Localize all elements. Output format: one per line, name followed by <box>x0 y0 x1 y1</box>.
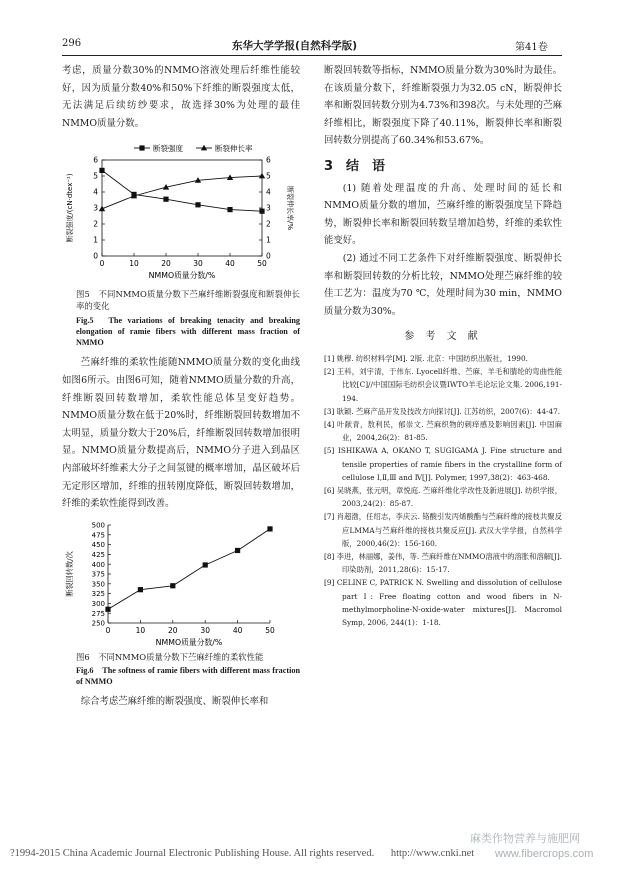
reference-item: [7] 肖超渤，任绍志，李庆云. 铬酸引发丙烯酸酯与苎麻纤维的接枝共聚反应LMMA与苎麻纤维的接枝共聚反应[J]. 武汉大学学报，自然科学版，2000,46(2)：156-160. <box>324 512 562 548</box>
series-line <box>102 176 262 209</box>
reference-item: [9] CELINE C, PATRICK N. Swelling and dissolution of cellulose part Ⅰ: Free floating cotton and wood fibers in N-methylmorpholine-N-oxide-water mixtures[J]. Macromol Symp, 2006, 244(1)：1-18. <box>324 578 562 627</box>
y-right-tick-label: 5 <box>266 171 271 181</box>
x-axis-label: NMMO质量分数/% <box>155 637 223 647</box>
watermark-text: 麻类作物营养与施肥网 <box>470 832 580 845</box>
paragraph: 综合考虑苎麻纤维的断裂强度、断裂伸长率和 <box>80 695 269 707</box>
y-right-tick-label: 4 <box>266 187 271 197</box>
data-point <box>138 587 143 592</box>
y-left-tick-label: 4 <box>93 187 98 197</box>
x-tick-label: 20 <box>161 259 171 269</box>
copyright-text: ?1994-2015 China Academic Journal Electronic Publishing House. All rights reserved. <box>10 848 375 859</box>
data-point <box>227 207 232 212</box>
x-tick-label: 50 <box>257 259 267 269</box>
reference-item: [3] 耿颖. 苎麻产品开发及技改方向探讨[J]. 江苏纺织，2007(6)：44-47. <box>324 406 561 416</box>
y-tick-label: 425 <box>91 550 105 559</box>
x-tick-label: 30 <box>200 625 210 635</box>
reference-item: [8] 李进，林丽娜，姜伟，等. 苎麻纤维在NMMO溶液中的溶胀和溶解[J]. 印染助剂，2011,28(6)：15-17. <box>324 551 562 575</box>
figure-5-chart <box>62 138 300 288</box>
x-tick-label: 0 <box>105 625 111 635</box>
volume-label: 第41卷 <box>515 42 548 53</box>
series-line <box>108 529 270 609</box>
data-point <box>259 173 265 179</box>
figure-5-caption-en: Fig.5 The variations of breaking tenacity and breaking elongation of ramie fibers with different mass fraction of NMMO <box>76 316 300 348</box>
conclusion-item: (2) 通过不同工艺条件下对纤维断裂强度、断裂伸长率和断裂回转数的分析比较，NMMO处理苎麻纤维的较佳工艺为：温度为70 ℃，处理时间为30 min，NMMO质量分数为30%。 <box>324 252 562 317</box>
y-left-tick-label: 6 <box>93 155 98 165</box>
paragraph: 苎麻纤维的柔软性能随NMMO质量分数的变化曲线如图6所示。由图6可知，随着NMMO质量分数的升高，纤维断裂回转数增加，柔软性能总体呈变好趋势。NMMO质量分数在低于20%时，纤维断裂回转数增加不太明显，质量分数大于20%后，纤维断裂回转数增加很明显。NMMO质量分数提高后，NMMO分子进入到晶区内部破坏纤维素大分子之间氢键的概率增加，晶区破坏后无定形区增加，纤维的扭转刚度降低，断裂回转数增加，纤维的柔软性能得到改善。 <box>62 357 300 510</box>
y-tick-label: 300 <box>91 599 105 608</box>
y-right-tick-label: 2 <box>266 219 271 229</box>
x-tick-label: 10 <box>135 625 146 635</box>
x-tick-label: 50 <box>265 625 275 635</box>
data-point <box>259 209 264 214</box>
figure-6-caption-cn: 图6 不同NMMO质量分数下苎麻纤维的柔软性能 <box>76 651 264 662</box>
data-point <box>267 526 272 531</box>
y-tick-label: 450 <box>91 540 105 549</box>
y-right-tick-label: 1 <box>266 235 271 245</box>
footer-url[interactable]: http://www.cnki.net <box>390 848 475 859</box>
y-tick-label: 475 <box>91 531 105 540</box>
y-left-axis-label: 断裂强度/(cN·dtex⁻¹) <box>66 173 74 243</box>
left-column <box>62 62 300 710</box>
data-point <box>163 197 168 202</box>
y-tick-label: 350 <box>91 580 105 589</box>
y-tick-label: 275 <box>91 609 105 618</box>
watermark-url: www.fibercrops.com <box>495 848 594 860</box>
y-tick-label: 250 <box>91 619 105 628</box>
right-column <box>324 62 562 629</box>
y-right-tick-label: 6 <box>266 155 271 165</box>
paragraph: 考虑，质量分数30%的NMMO溶液处理后纤维性能较好，因为质量分数40%和50%下纤维的断裂强度太低，无法满足后续纺纱要求，故选择30%为处理的最佳NMMO质量分数。 <box>62 65 300 129</box>
section-title: 3 结 语 <box>324 158 386 174</box>
y-left-tick-label: 5 <box>93 171 98 181</box>
paragraph: 断裂回转数等指标，NMMO质量分数为30%时为最佳。在该质量分数下，纤维断裂强力为32.05 cN，断裂伸长率和断裂回转数分别为4.73%和398次。与未处理的苎麻纤维相比，断裂强度下降了40.11%，断裂伸长率和断裂回转数分别提高了60.34%和53.67%。 <box>324 65 562 147</box>
figure-6-chart <box>62 519 300 649</box>
legend-label: 断裂伸长率 <box>215 144 253 154</box>
y-right-axis-label: 断裂伸长率/% <box>286 186 294 231</box>
reference-item: [1] 姚穆. 纺织材料学[M]. 2版. 北京：中国纺织出版社，1990. <box>324 353 528 363</box>
y-tick-label: 400 <box>91 560 105 569</box>
data-point <box>170 583 175 588</box>
y-axis-label: 断裂回转数/次 <box>65 550 74 597</box>
legend-marker <box>139 146 144 151</box>
y-left-tick-label: 0 <box>93 251 98 261</box>
x-axis-label: NMMO质量分数/% <box>148 271 216 281</box>
reference-item: [5] ISHIKAWA A, OKANO T, SUGIGAMA J. Fine structure and tensile properties of ramie fibers in the crystalline form of cellulose Ⅰ,Ⅱ,Ⅲ and Ⅳ[J]. Polymer, 1997,38(2)：463-468. <box>324 446 562 482</box>
y-left-tick-label: 1 <box>93 235 98 245</box>
y-tick-label: 500 <box>91 521 105 530</box>
reference-item: [2] 王科，刘宇清，于伟东. Lyocell纤维、苎麻、羊毛和腈纶的弯曲性能比较[C]//中国国际毛纺织会议暨IWTO羊毛论坛论文集. 2006,191-194. <box>324 367 562 403</box>
y-tick-label: 375 <box>91 570 105 579</box>
x-tick-label: 40 <box>232 625 243 635</box>
legend-label: 断裂强度 <box>153 144 183 154</box>
reference-item: [6] 吴晓燕，张元明，章悦庭. 苎麻纤维化学改性及新进展[J]. 纺织学报，2003,24(2)：85-87. <box>324 485 562 509</box>
x-tick-label: 40 <box>225 259 235 269</box>
data-point <box>195 203 200 208</box>
x-tick-label: 0 <box>99 259 105 269</box>
plot-frame <box>102 160 262 256</box>
data-point <box>203 562 208 567</box>
data-point <box>99 206 105 212</box>
reference-list <box>324 352 562 629</box>
x-tick-label: 30 <box>193 259 203 269</box>
data-point <box>235 548 240 553</box>
figure-6-caption-en: Fig.6 The softness of ramie fibers with different mass fraction of NMMO <box>76 665 300 686</box>
conclusion-item: (1) 随着处理温度的升高、处理时间的延长和NMMO质量分数的增加，苎麻纤维的断裂强度呈下降趋势，断裂伸长率和断裂回转数呈增加趋势，纤维的柔软性能变好。 <box>324 182 562 247</box>
page-number: 296 <box>62 38 82 49</box>
x-tick-label: 20 <box>168 625 178 635</box>
y-tick-label: 325 <box>91 589 105 598</box>
data-point <box>99 168 104 173</box>
x-tick-label: 10 <box>129 259 139 269</box>
header-rule <box>62 55 562 56</box>
y-right-tick-label: 3 <box>266 203 271 213</box>
data-point <box>105 606 110 611</box>
y-left-tick-label: 2 <box>93 219 98 229</box>
y-left-tick-label: 3 <box>93 203 98 213</box>
series-line <box>102 171 262 212</box>
journal-title: 东华大学学报(自然科学版) <box>232 40 358 52</box>
figure-5-caption-cn: 图5 不同NMMO质量分数下苎麻纤维断裂强度和断裂伸长率的变化 <box>76 289 300 312</box>
reference-item: [4] 叶献青，敖利民，郁崇文. 苎麻织物的刺痒感及影响因素[J]. 中国麻业，2004,26(2)：81-85. <box>324 419 562 443</box>
references-title: 参 考 文 献 <box>404 331 482 343</box>
y-right-tick-label: 0 <box>266 251 271 261</box>
